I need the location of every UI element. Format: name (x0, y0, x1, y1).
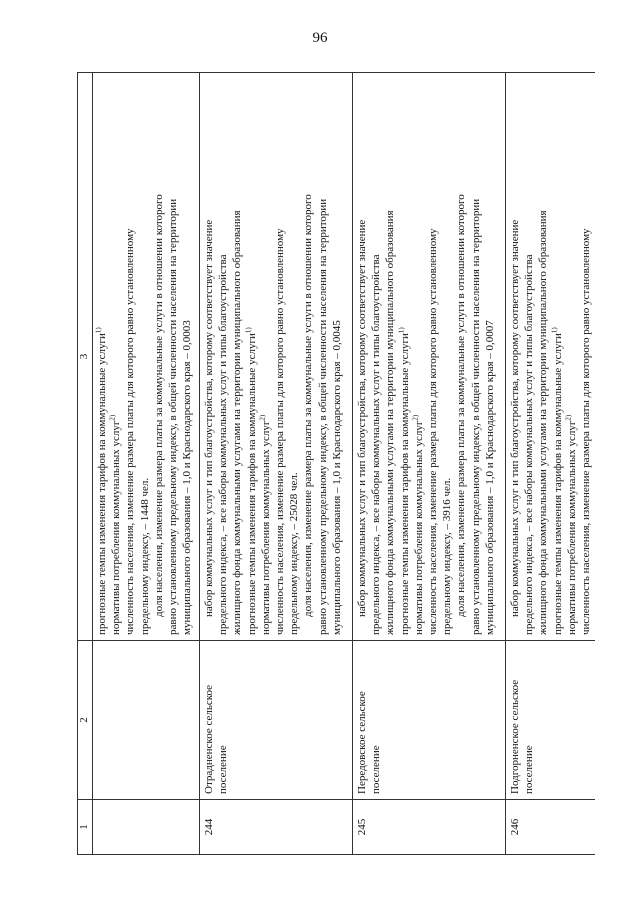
detail-line: нормативы потребления коммунальных услуг$^{2)}$ (564, 414, 578, 635)
table-row (353, 73, 506, 855)
details-cell (353, 73, 506, 641)
detail-line: численность населения, изменение размера платы для которого равно установленному (427, 228, 440, 635)
table-row (506, 73, 596, 855)
footnote-mark: 2) (108, 414, 117, 421)
detail-line: прогнозные темпы изменения тарифов на коммунальные услуги$^{1)}$ (549, 327, 564, 635)
detail-line: муниципального образования – 1,0 и Краснодарского края – 0,0045 (330, 320, 343, 635)
detail-line: доля населения, изменение размера платы за коммунальные услуги в отношении которого (302, 194, 315, 617)
footnote-mark: 1) (94, 327, 103, 334)
detail-line: доля населения, изменение размера платы за коммунальные услуги в отношении которого (152, 194, 165, 617)
settlement-name-cell: Подгорненское сельское поселение (506, 641, 596, 800)
settlement-name-cell (93, 641, 200, 800)
detail-line: предельному индексу, – 1448 чел. (138, 477, 151, 635)
details-cell (506, 73, 596, 641)
table-body (93, 73, 596, 855)
detail-line: численность населения, изменение размера платы для которого равно установленному (580, 228, 593, 635)
detail-line: муниципального образования – 1,0 и Краснодарского края – 0,0007 (483, 320, 496, 635)
detail-line: численность населения, изменение размера платы для которого равно установленному (124, 228, 137, 635)
detail-line: прогнозные темпы изменения тарифов на коммунальные услуги$^{1)}$ (243, 327, 258, 635)
detail-line: нормативы потребления коммунальных услуг$^{2)}$ (411, 414, 425, 635)
page-number: 96 (312, 30, 328, 46)
detail-line: муниципального образования – 1,0 и Краснодарского края – 0,0003 (181, 320, 194, 635)
rotated-table (77, 72, 593, 855)
detail-line: прогнозные темпы изменения тарифов на коммунальные услуги$^{1)}$ (396, 327, 411, 635)
tariff-table (77, 72, 595, 855)
detail-line: предельного индекса, – все наборы коммунальных услуг и типы благоустройства (523, 254, 536, 635)
detail-line: равно установленному предельному индексу, в общей численности населения на территории (167, 198, 180, 635)
detail-line: предельному индексу, – 25028 чел. (288, 472, 301, 635)
footnote-mark: 2) (258, 414, 267, 421)
detail-line: численность населения, изменение размера платы для которого равно установленному (274, 228, 287, 635)
settlement-name-cell: Отрадненское сельское поселение (200, 641, 353, 800)
details-cell (93, 73, 200, 641)
header-col-3: 3 (78, 73, 93, 641)
header-col-1: 1 (78, 800, 93, 855)
detail-line: нормативы потребления коммунальных услуг$^{2)}$ (108, 414, 123, 635)
detail-line: нормативы потребления коммунальных услуг$^{2)}$ (258, 414, 272, 635)
table-row (200, 73, 353, 855)
row-number-cell (93, 800, 200, 855)
details-cell (200, 73, 353, 641)
detail-line: предельному индексу, – 3916 чел. (441, 477, 454, 635)
detail-line: равно установленному предельному индексу, в общей численности населения на территории (469, 198, 482, 635)
detail-line: прогнозные темпы изменения тарифов на коммунальные услуги$^{1)}$ (94, 327, 108, 635)
row-number-cell: 245 (353, 800, 506, 855)
row-number-cell: 246 (506, 800, 596, 855)
detail-line: равно установленному предельному индексу, в общей численности населения на территории (316, 198, 329, 635)
footnote-mark: 1) (396, 327, 405, 334)
footnote-mark: 1) (243, 327, 252, 334)
header-col-2: 2 (78, 641, 93, 800)
detail-line: доля населения, изменение размера платы за коммунальные услуги в отношении которого (455, 194, 468, 617)
footnote-mark: 1) (549, 327, 558, 334)
rotated-table-frame (77, 72, 593, 855)
settlement-name-cell: Передовское сельское поселение (353, 641, 506, 800)
footnote-mark: 2) (411, 414, 420, 421)
detail-line: набор коммунальных услуг и тип благоустройства, которому соответствует значение (509, 219, 521, 617)
detail-line: жилищного фонда коммунальными услугами на территории муниципального образования (537, 210, 550, 635)
table-header-row (78, 73, 93, 855)
detail-line: набор коммунальных услуг и тип благоустройства, которому соответствует значение (356, 219, 368, 617)
detail-line: набор коммунальных услуг и тип благоустройства, которому соответствует значение (203, 219, 215, 617)
detail-line: предельного индекса, – все наборы коммунальных услуг и типы благоустройства (217, 254, 230, 635)
footnote-mark: 2) (564, 414, 573, 421)
table-row (93, 73, 200, 855)
detail-line: предельного индекса, – все наборы коммунальных услуг и типы благоустройства (370, 254, 383, 635)
row-number-cell: 244 (200, 800, 353, 855)
detail-line: жилищного фонда коммунальными услугами на территории муниципального образования (231, 210, 244, 635)
detail-line: жилищного фонда коммунальными услугами на территории муниципального образования (384, 210, 397, 635)
